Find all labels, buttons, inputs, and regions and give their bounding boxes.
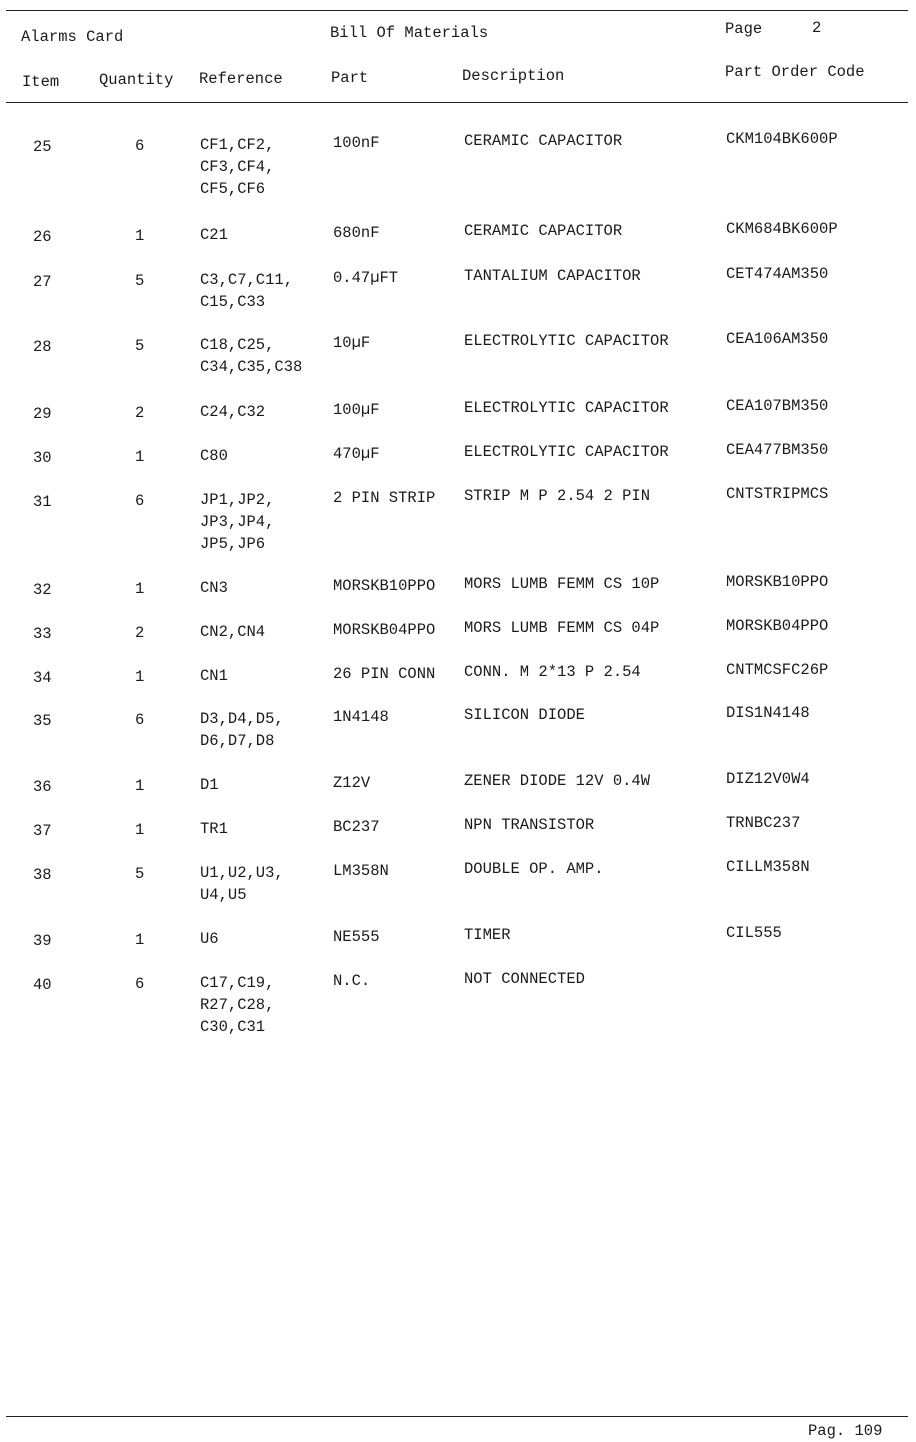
reference-designators	[200, 224, 228, 246]
part-order-code: CNTSTRIPMCS	[726, 485, 829, 503]
reference-line: CN2,CN4	[200, 623, 266, 641]
document-title: Bill Of Materials	[330, 24, 489, 42]
column-header-part: Part	[331, 69, 369, 87]
part-description: SILICON DIODE	[464, 706, 585, 724]
part-description: CERAMIC CAPACITOR	[464, 132, 623, 150]
item-number: 38	[33, 866, 52, 884]
quantity: 1	[135, 931, 145, 949]
part-order-code: CKM684BK600P	[726, 220, 838, 238]
reference-designators	[200, 928, 219, 950]
part-order-code: CET474AM350	[726, 265, 829, 283]
part-description: NPN TRANSISTOR	[464, 816, 595, 834]
part-value: 0.47µFT	[333, 269, 399, 287]
footer-page-number: Pag. 109	[808, 1422, 883, 1440]
part-value: 1N4148	[333, 708, 389, 726]
reference-designators	[200, 445, 228, 467]
part-description: ELECTROLYTIC CAPACITOR	[464, 443, 669, 461]
reference-line: C3,C7,C11,	[200, 271, 294, 289]
reference-line: C15,C33	[200, 293, 266, 311]
quantity: 5	[135, 865, 145, 883]
quantity: 6	[135, 137, 145, 155]
part-order-code: MORSKB10PPO	[726, 573, 829, 591]
part-value: BC237	[333, 818, 380, 836]
quantity: 1	[135, 580, 145, 598]
reference-line: CF1,CF2,	[200, 136, 275, 154]
reference-line: U6	[200, 930, 219, 948]
top-rule	[6, 10, 908, 11]
part-description: ELECTROLYTIC CAPACITOR	[464, 399, 669, 417]
column-header-reference: Reference	[199, 70, 283, 88]
item-number: 39	[33, 932, 52, 950]
reference-designators	[200, 401, 265, 423]
reference-line: D3,D4,D5,	[200, 710, 284, 728]
quantity: 1	[135, 227, 145, 245]
reference-designators	[200, 665, 228, 687]
part-value: 2 PIN STRIP	[333, 489, 436, 507]
reference-designators	[200, 489, 274, 555]
quantity: 2	[135, 624, 145, 642]
footer-rule	[6, 1416, 908, 1417]
item-number: 32	[33, 581, 52, 599]
part-order-code: TRNBC237	[726, 814, 801, 832]
part-order-code: DIS1N4148	[726, 704, 810, 722]
reference-line: D1	[200, 776, 219, 794]
item-number: 36	[33, 778, 52, 796]
reference-line: JP3,JP4,	[200, 513, 275, 531]
part-order-code: DIZ12V0W4	[726, 770, 810, 788]
part-value: 10µF	[333, 334, 371, 352]
part-description: ELECTROLYTIC CAPACITOR	[464, 332, 669, 350]
item-number: 25	[33, 138, 52, 156]
column-header-description: Description	[462, 67, 565, 85]
reference-line: CN3	[200, 579, 228, 597]
reference-line: CN1	[200, 667, 228, 685]
column-header-quantity: Quantity	[99, 71, 174, 89]
reference-line: CF5,CF6	[200, 180, 266, 198]
item-number: 34	[33, 669, 52, 687]
reference-line: D6,D7,D8	[200, 732, 275, 750]
part-description: CONN. M 2*13 P 2.54	[464, 663, 641, 681]
quantity: 1	[135, 668, 145, 686]
quantity: 1	[135, 777, 145, 795]
reference-line: C80	[200, 447, 228, 465]
reference-line: U4,U5	[200, 886, 247, 904]
reference-designators	[200, 134, 274, 200]
part-description: STRIP M P 2.54 2 PIN	[464, 487, 651, 505]
quantity: 6	[135, 711, 145, 729]
part-value: MORSKB10PPO	[333, 577, 436, 595]
reference-line: R27,C28,	[200, 996, 275, 1014]
quantity: 6	[135, 492, 145, 510]
part-order-code: CKM104BK600P	[726, 130, 838, 148]
quantity: 5	[135, 337, 145, 355]
reference-line: U1,U2,U3,	[200, 864, 284, 882]
header-rule	[6, 102, 908, 103]
column-header-order-code: Part Order Code	[725, 63, 865, 81]
part-description: ZENER DIODE 12V 0.4W	[464, 772, 651, 790]
part-value: NE555	[333, 928, 380, 946]
part-value: N.C.	[333, 972, 371, 990]
reference-designators	[200, 818, 228, 840]
item-number: 28	[33, 338, 52, 356]
part-value: 680nF	[333, 224, 380, 242]
quantity: 1	[135, 448, 145, 466]
reference-line: TR1	[200, 820, 228, 838]
part-value: 100nF	[333, 134, 380, 152]
part-value: LM358N	[333, 862, 389, 880]
reference-designators	[200, 972, 274, 1038]
part-value: Z12V	[333, 774, 371, 792]
reference-line: C30,C31	[200, 1018, 266, 1036]
reference-line: C21	[200, 226, 228, 244]
reference-line: C18,C25,	[200, 336, 275, 354]
reference-designators	[200, 269, 293, 313]
item-number: 31	[33, 493, 52, 511]
item-number: 33	[33, 625, 52, 643]
part-value: 100µF	[333, 401, 380, 419]
quantity: 1	[135, 821, 145, 839]
reference-line: JP5,JP6	[200, 535, 266, 553]
reference-designators	[200, 577, 228, 599]
item-number: 40	[33, 976, 52, 994]
part-order-code: CIL555	[726, 924, 782, 942]
item-number: 29	[33, 405, 52, 423]
part-order-code: MORSKB04PPO	[726, 617, 829, 635]
part-description: TIMER	[464, 926, 511, 944]
column-header-item: Item	[22, 73, 60, 91]
reference-designators	[200, 708, 284, 752]
reference-designators	[200, 862, 284, 906]
part-description: MORS LUMB FEMM CS 10P	[464, 575, 660, 593]
part-description: DOUBLE OP. AMP.	[464, 860, 604, 878]
quantity: 6	[135, 975, 145, 993]
quantity: 5	[135, 272, 145, 290]
page-number: 2	[812, 19, 822, 37]
item-number: 37	[33, 822, 52, 840]
part-order-code: CEA106AM350	[726, 330, 829, 348]
part-description: TANTALIUM CAPACITOR	[464, 267, 641, 285]
reference-designators	[200, 621, 265, 643]
part-description: MORS LUMB FEMM CS 04P	[464, 619, 660, 637]
part-value: MORSKB04PPO	[333, 621, 436, 639]
reference-designators	[200, 334, 302, 378]
part-order-code: CILLM358N	[726, 858, 810, 876]
item-number: 30	[33, 449, 52, 467]
item-number: 35	[33, 712, 52, 730]
reference-line: C24,C32	[200, 403, 266, 421]
part-order-code: CEA107BM350	[726, 397, 829, 415]
part-order-code: CNTMCSFC26P	[726, 661, 829, 679]
project-name: Alarms Card	[21, 28, 124, 46]
reference-line: JP1,JP2,	[200, 491, 275, 509]
part-description: CERAMIC CAPACITOR	[464, 222, 623, 240]
page-label: Page	[725, 20, 763, 38]
part-value: 26 PIN CONN	[333, 665, 436, 683]
part-value: 470µF	[333, 445, 380, 463]
item-number: 27	[33, 273, 52, 291]
part-order-code: CEA477BM350	[726, 441, 829, 459]
reference-line: C17,C19,	[200, 974, 275, 992]
reference-designators	[200, 774, 219, 796]
reference-line: C34,C35,C38	[200, 358, 303, 376]
reference-line: CF3,CF4,	[200, 158, 275, 176]
quantity: 2	[135, 404, 145, 422]
item-number: 26	[33, 228, 52, 246]
part-description: NOT CONNECTED	[464, 970, 585, 988]
